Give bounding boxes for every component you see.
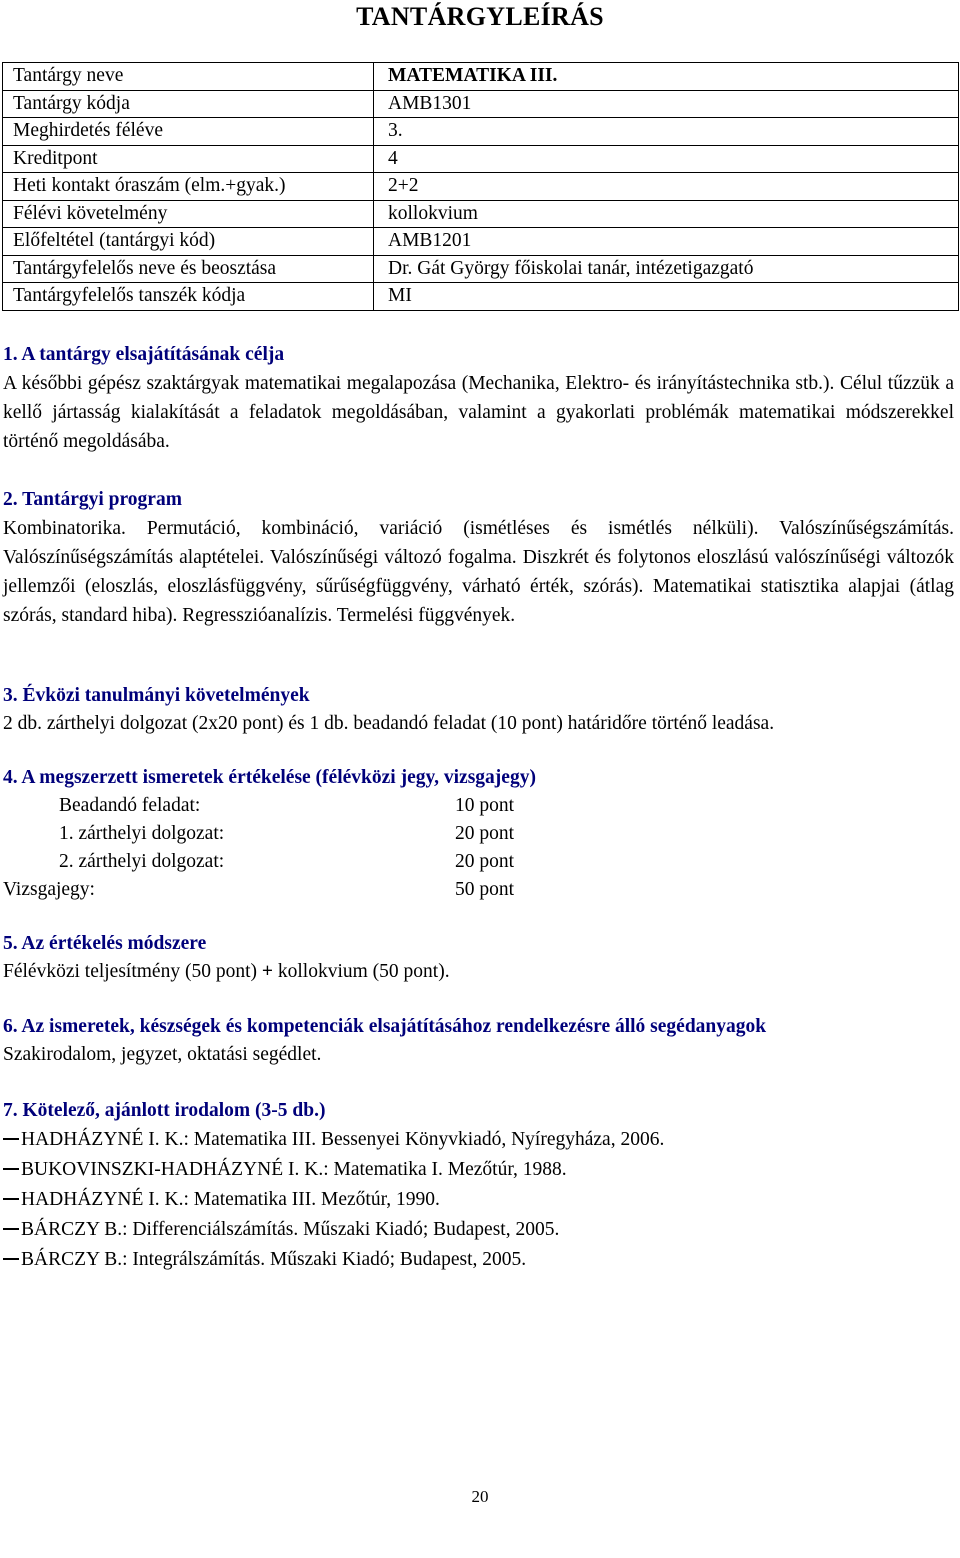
dash-bullet-icon: [3, 1258, 19, 1260]
dash-bullet-icon: [3, 1198, 19, 1200]
grade-label: Beadandó feladat:: [59, 795, 201, 816]
literature-text: BÁRCZY B.: Integrálszámítás. Műszaki Kiadó; Budapest, 2005.: [21, 1249, 527, 1270]
grade-points: 20 pont: [455, 851, 515, 872]
info-row: [3, 90, 959, 118]
info-key: Tantárgyfelelős neve és beosztása: [3, 255, 374, 283]
page-number: 20: [471, 1487, 489, 1506]
section-evaluation: [3, 764, 954, 904]
section-text: Szakirodalom, jegyzet, oktatási segédlet.: [3, 1044, 322, 1065]
section-heading: 7. Kötelező, ajánlott irodalom (3-5 db.): [3, 1100, 326, 1121]
section-goal: [3, 341, 954, 456]
info-row: [3, 228, 959, 256]
info-value: MI: [374, 283, 959, 311]
literature-item: [3, 1125, 954, 1155]
literature-item: [3, 1155, 954, 1185]
section-literature: [3, 1097, 954, 1275]
method-text-a: Félévközi teljesítmény (50 pont): [3, 961, 262, 982]
info-value: AMB1201: [374, 228, 959, 256]
section-text: A későbbi gépész szaktárgyak matematikai megalapozása (Mechanika, Elektro- és irányítástechnika stb.). Célul tűzzük a kellő jártasság kialakítását a feladatok megoldásában, valamint a gyakorlati problémák matematikai módszerekkel történő megoldásába.: [3, 373, 954, 452]
info-value: AMB1301: [374, 90, 959, 118]
info-row: [3, 63, 959, 91]
info-key: Heti kontakt óraszám (elm.+gyak.): [3, 173, 374, 201]
page-title: TANTÁRGYLEÍRÁS: [356, 2, 604, 31]
section-heading: 6. Az ismeretek, készségek és kompetenciák elsajátításához rendelkezésre álló segédanyagok: [3, 1016, 767, 1037]
plus-sign: +: [261, 961, 273, 982]
literature-text: HADHÁZYNÉ I. K.: Matematika III. Bessenyei Könyvkiadó, Nyíregyháza, 2006.: [21, 1129, 665, 1150]
literature-item: [3, 1185, 954, 1215]
grade-row: [3, 848, 954, 876]
info-key: Félévi követelmény: [3, 200, 374, 228]
info-key: Tantárgy neve: [3, 63, 374, 91]
dash-bullet-icon: [3, 1228, 19, 1230]
literature-item: [3, 1215, 954, 1245]
grade-list: [3, 792, 954, 904]
dash-bullet-icon: [3, 1138, 19, 1140]
info-row: [3, 173, 959, 201]
course-info-table: [2, 62, 959, 311]
info-value: Dr. Gát György főiskolai tanár, intézetigazgató: [374, 255, 959, 283]
info-value: 3.: [374, 118, 959, 146]
section-materials: [3, 1013, 954, 1070]
grade-label: Vizsgajegy:: [3, 879, 95, 900]
section-text: [3, 958, 954, 987]
grade-points: 20 pont: [455, 823, 515, 844]
literature-list: [3, 1125, 954, 1275]
section-heading: 3. Évközi tanulmányi követelmények: [3, 685, 310, 706]
info-key: Tantárgyfelelős tanszék kódja: [3, 283, 374, 311]
method-text-b: kollokvium (50 pont).: [273, 961, 450, 982]
literature-text: HADHÁZYNÉ I. K.: Matematika III. Mezőtúr, 1990.: [21, 1189, 440, 1210]
literature-item: [3, 1245, 954, 1275]
section-text: 2 db. zárthelyi dolgozat (2x20 pont) és 1 db. beadandó feladat (10 pont) határidőre történő leadása.: [3, 713, 775, 734]
info-row: [3, 283, 959, 311]
section-heading: 4. A megszerzett ismeretek értékelése (félévközi jegy, vizsgajegy): [3, 767, 536, 788]
info-value: 4: [374, 145, 959, 173]
section-text: Kombinatorika. Permutáció, kombináció, variáció (ismétléses és ismétlés nélküli). Valószínűségszámítás. Valószínűségszámítás alaptételei. Valószínűségi változó fogalma. Diszkrét és folytonos eloszlású valószínűségi változók jellemzői (eloszlás, eloszlásfüggvény, sűrűségfüggvény, várható érték, szórás). Matematikai statisztika alapjai (átlag szórás, standard hiba). Regresszióanalízis. Termelési függvények.: [3, 518, 954, 626]
section-method: [3, 930, 954, 987]
literature-text: BUKOVINSZKI-HADHÁZYNÉ I. K.: Matematika I. Mezőtúr, 1988.: [21, 1159, 567, 1180]
grade-points: 10 pont: [455, 795, 515, 816]
grade-label: 1. zárthelyi dolgozat:: [59, 823, 225, 844]
grade-row: [3, 876, 954, 904]
info-row: [3, 145, 959, 173]
section-heading: 1. A tantárgy elsajátításának célja: [3, 344, 285, 365]
info-value: MATEMATIKA III.: [374, 63, 959, 91]
info-key: Meghirdetés féléve: [3, 118, 374, 146]
info-value: kollokvium: [374, 200, 959, 228]
info-key: Kreditpont: [3, 145, 374, 173]
info-key: Tantárgy kódja: [3, 90, 374, 118]
grade-points: 50 pont: [455, 879, 515, 900]
literature-text: BÁRCZY B.: Differenciálszámítás. Műszaki Kiadó; Budapest, 2005.: [21, 1219, 560, 1240]
grade-row: [3, 820, 954, 848]
section-heading: 5. Az értékelés módszere: [3, 933, 207, 954]
info-row: [3, 200, 959, 228]
info-value: 2+2: [374, 173, 959, 201]
info-key: Előfeltétel (tantárgyi kód): [3, 228, 374, 256]
section-requirements: [3, 682, 954, 739]
section-heading: 2. Tantárgyi program: [3, 489, 182, 510]
section-program: [3, 486, 954, 630]
info-row: [3, 118, 959, 146]
grade-label: 2. zárthelyi dolgozat:: [59, 851, 225, 872]
dash-bullet-icon: [3, 1168, 19, 1170]
grade-row: [3, 792, 954, 820]
info-row: [3, 255, 959, 283]
